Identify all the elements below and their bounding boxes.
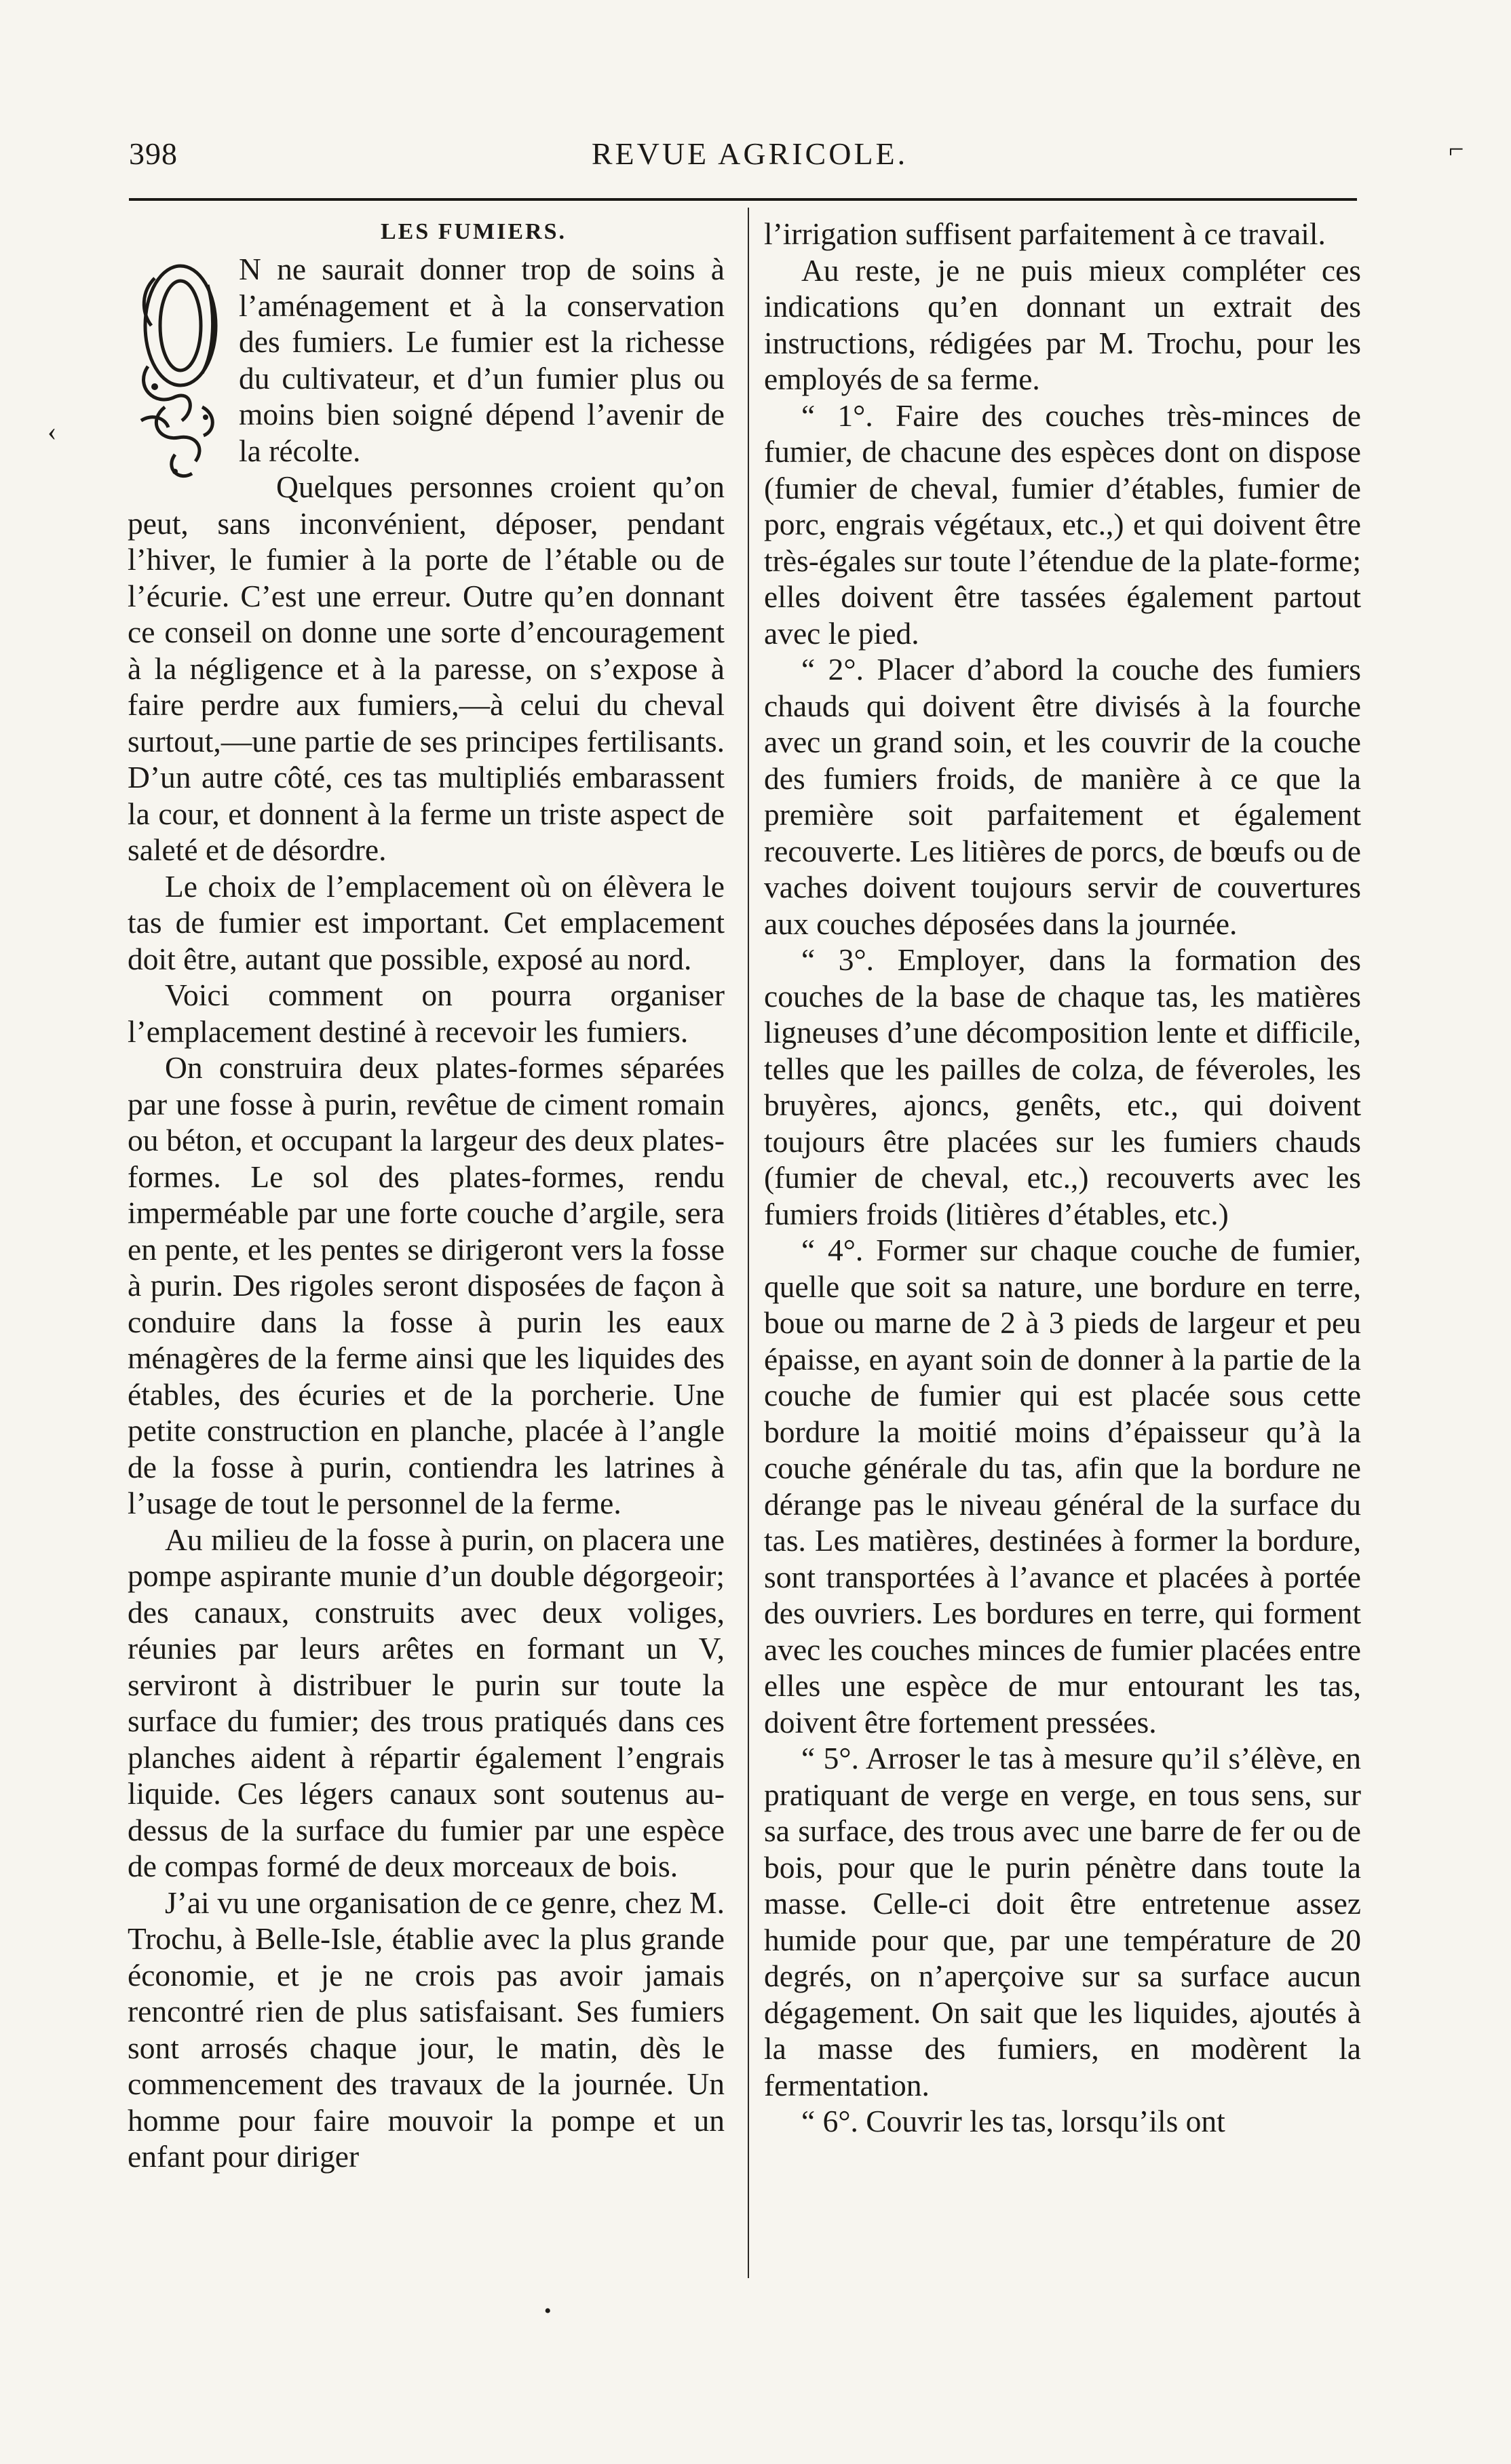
- paragraph: “ 3°. Employer, dans la formation des couches de la base de chaque tas, les matières ligneuses d’une décomposition lente et difficile, telles que les pailles de colza, de féveroles, les bruyères, ajoncs, genêts, etc., qui doivent toujours être placées sur les fumiers chauds (fumier de cheval, etc.,) recouverts avec les fumiers froids (litières d’étables, etc.): [764, 942, 1361, 1231]
- ornamental-initial-graphic: [128, 251, 229, 488]
- paragraph: “ 5°. Arroser le tas à mesure qu’il s’élève, en pratiquant de verge en verge, en tous sens, sur sa surface, des trous avec une barre de fer ou de bois, pour que le purin pénètre dans toute la masse. Celle-ci doit être entretenue assez humide pour que, par une température de 20 degrés, on n’aperçoive sur sa surface aucun dégagement. On sait que les liquides, ajoutés à la masse des fumiers, en modèrent la fermentation.: [764, 1741, 1361, 2102]
- corner-mark: ⌐: [1449, 134, 1464, 164]
- paragraph: “ 4°. Former sur chaque couche de fumier, quelle que soit sa nature, une bordure en terre, boue ou marne de 2 à 3 pieds de largeur et peu épaisse, en ayant soin de donner à la partie de la couche de fumier qui est placée sous cette bordure la moitié moins d’épaisseur qu’à la couche générale du tas, afin que la bordure ne dérange pas le niveau général de la surface du tas. Les matières, destinées à former la bordure, sont transportées à l’avance et placées à portée des ouvriers. Les bordures en terre, qui forment avec les couches minces de fumier placées entre elles une espèce de mur entourant les tas, doivent être fortement pressées.: [764, 1233, 1361, 1739]
- paragraph: Voici comment on pourra organiser l’emplacement destiné à recevoir les fumiers.: [128, 978, 725, 1049]
- margin-mark: ‹: [47, 416, 57, 446]
- page-dot: •: [544, 2300, 552, 2322]
- paragraph: N ne saurait donner trop de soins à l’aménagement et à la conservation des fumiers. Le fumier est la richesse du cultivateur, et d’un fumier plus ou moins bien soigné dépend l’avenir de la récolte.: [239, 252, 725, 468]
- paragraph: “ 6°. Couvrir les tas, lorsqu’ils ont: [801, 2104, 1225, 2138]
- right-column: [764, 216, 1361, 2140]
- paragraph: “ 1°. Faire des couches très-minces de fumier, de chacune des espèces dont on dispose (fumier de cheval, fumier d’étables, fumier de porc, engrais végétaux, etc.,) et qui doivent être très-égales sur toute l’étendue de la plate-forme; elles doivent être tassées également partout avec le pied.: [764, 398, 1361, 651]
- page-number: 398: [129, 136, 178, 171]
- paragraph: Le choix de l’emplacement où on élèvera le tas de fumier est important. Cet emplacement doit être, autant que possible, exposé au nord.: [128, 868, 725, 976]
- paragraph: Au milieu de la fosse à purin, on placera une pompe aspirante munie d’un double dégorgeoir; des canaux, construits avec deux voliges, réunies par leurs arêtes en formant un V, serviront à distribuer le purin sur toute la surface du fumier; des trous pratiqués dans ces planches aident à répartir également l’engrais liquide. Ces légers canaux sont soutenus au-dessus de la surface du fumier par une espèce de compas formé de deux morceaux de bois.: [128, 1522, 725, 1883]
- section-title: LES FUMIERS.: [380, 219, 567, 244]
- paragraph: J’ai vu une organisation de ce genre, chez M. Trochu, à Belle-Isle, établie avec la plus grande économie, et je ne crois pas avoir jamais rencontré rien de plus satisfaisant. Ses fumiers sont arrosés chaque jour, le matin, dès le commencement des travaux de la journée. Un homme pour faire mouvoir la pompe et un enfant pour diriger: [128, 1885, 725, 2174]
- paragraph: l’irrigation suffisent parfaitement à ce travail.: [764, 216, 1326, 251]
- paragraph: “ 2°. Placer d’abord la couche des fumiers chauds qui doivent être divisés à la fourche avec un grand soin, et les couvrir de la couche des fumiers froids, de manière à ce que la première soit parfaitement et également recouverte. Les litières de porcs, de bœufs ou de vaches doivent toujours servir de couvertures aux couches déposées dans la journée.: [764, 652, 1361, 941]
- header-rule: [129, 198, 1357, 201]
- ornamental-drop-cap-o: [128, 251, 229, 488]
- paragraph: On construira deux plates-formes séparées par une fosse à purin, revêtue de ciment romain ou béton, et occupant la largeur des deux plates-formes. Le sol des plates-formes, rendu imperméable par une forte couche d’argile, sera en pente, et les pentes se dirigeront vers la fosse à purin. Des rigoles seront disposées de façon à conduire dans la fosse à purin les eaux ménagères de la ferme ainsi que les liquides des étables, des écuries et de la porcherie. Une petite construction en planche, placée à l’angle de la fosse à purin, contiendra les latrines à l’usage de tout le personnel de la ferme.: [128, 1050, 725, 1520]
- left-column: [128, 216, 725, 2175]
- running-title: REVUE AGRICOLE.: [591, 136, 908, 171]
- column-divider: [748, 208, 749, 2278]
- page-header: [129, 136, 1371, 183]
- paragraph: Au reste, je ne puis mieux compléter ces indications qu’en donnant un extrait des instructions, rédigées par M. Trochu, pour les employés de sa ferme.: [764, 252, 1361, 396]
- paragraph: Quelques personnes croient qu’on peut, sans inconvénient, déposer, pendant l’hiver, le fumier à la porte de l’étable ou de l’écurie. C’est une erreur. Outre qu’en donnant ce conseil on donne une sorte d’encouragement à la négligence et à la paresse, on s’expose à faire perdre aux fumiers,—à celui du cheval surtout,—une partie de ses principes fertilisants. D’un autre côté, ces tas multipliés embarassent la cour, et donnent à la ferme un triste aspect de saleté et de désordre.: [128, 469, 725, 867]
